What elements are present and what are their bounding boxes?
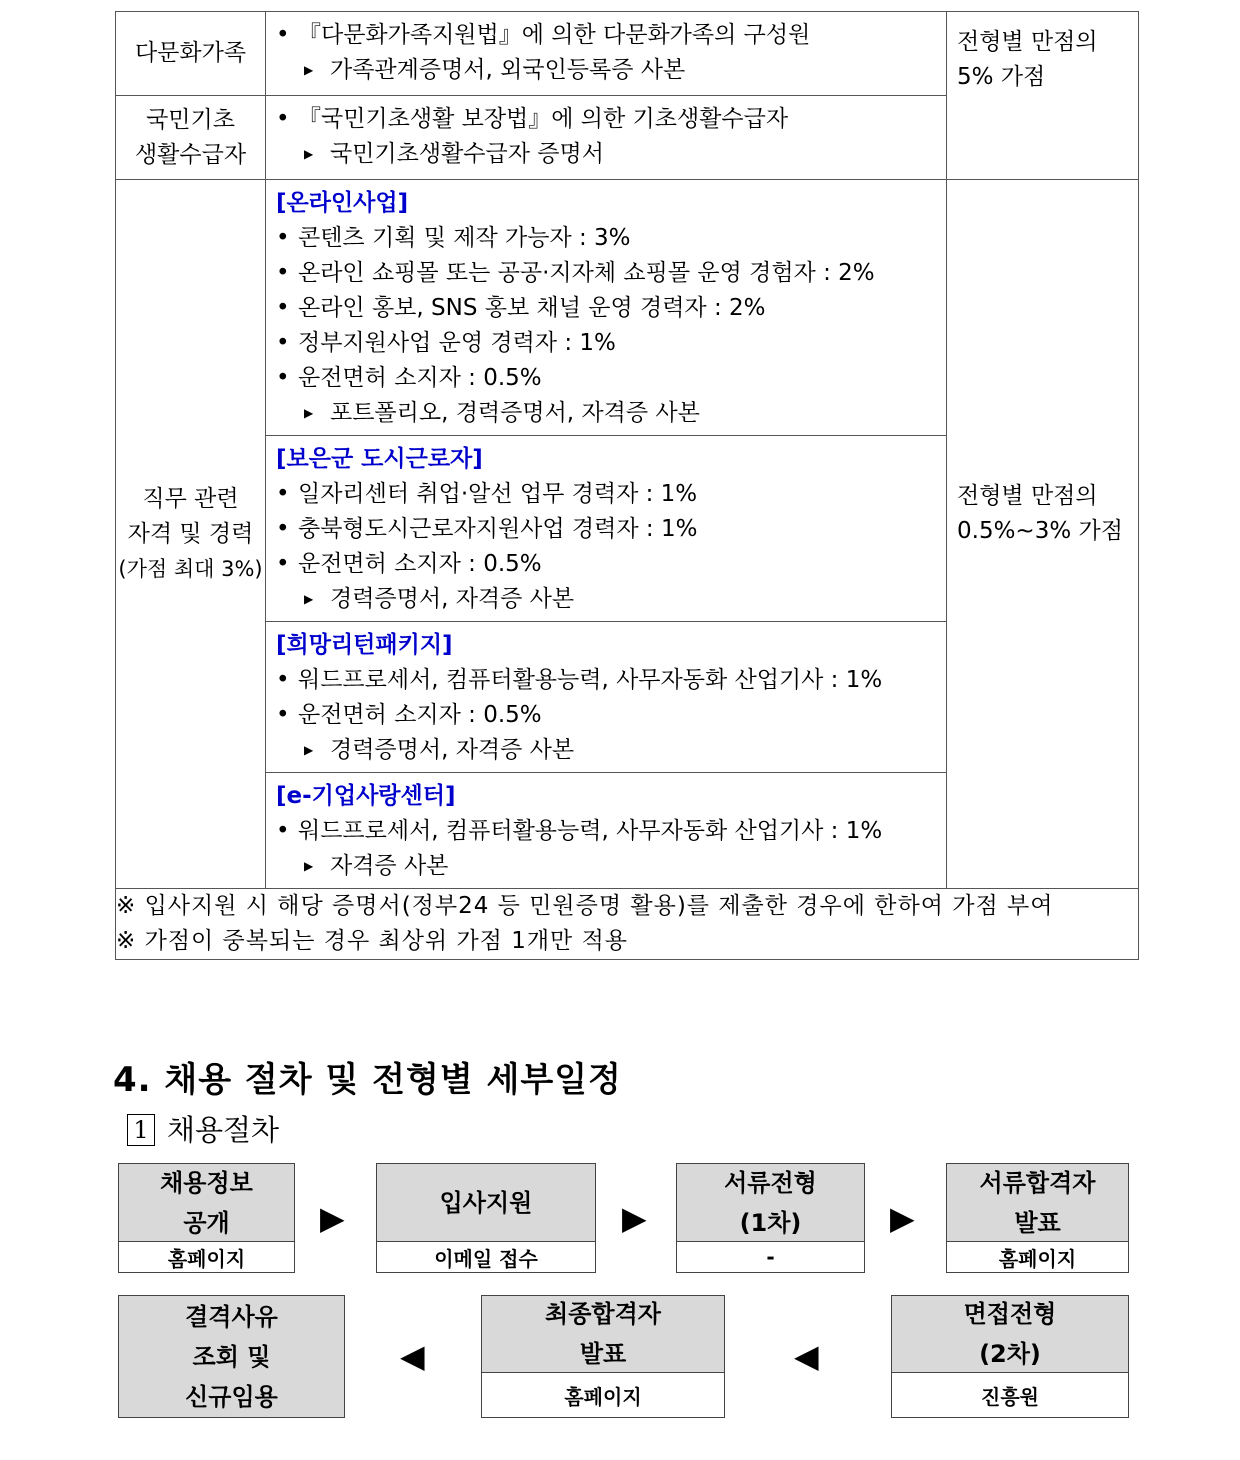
subsection-number: 1 — [127, 1114, 155, 1146]
list-item: • 온라인 홍보, SNS 홍보 채널 운영 경력자 : 2% — [276, 291, 946, 326]
section-title: [온라인사업] — [276, 190, 409, 216]
pointer-icon: ▶ — [304, 406, 314, 420]
list-item: • 워드프로세서, 컴퓨터활용능력, 사무자동화 산업기사 : 1% — [276, 663, 946, 698]
list-item: • 『국민기초생활 보장법』에 의한 기초생활수급자 — [276, 102, 946, 137]
score-bonus-range: 전형별 만점의 0.5%~3% 가점 — [947, 180, 1139, 889]
list-item: • 정부지원사업 운영 경력자 : 1% — [276, 326, 946, 361]
table-notes: ※ 입사지원 시 해당 증명서(정부24 등 민원증명 활용)를 제출한 경우에 한하여 가점 부여 ※ 가점이 중복되는 경우 최상위 가점 1개만 적용 — [116, 889, 1139, 960]
criteria-job-related — [266, 180, 947, 889]
section-boeun-urban-worker — [266, 435, 946, 621]
list-item: • 온라인 쇼핑몰 또는 공공·지자체 쇼핑몰 운영 경험자 : 2% — [276, 256, 946, 291]
pointer-icon: ▶ — [304, 63, 314, 77]
required-documents: ▶ 포트폴리오, 경력증명서, 자격증 사본 — [276, 396, 946, 431]
step-application: 입사지원 이메일 접수 — [376, 1163, 596, 1273]
required-documents: ▶ 자격증 사본 — [276, 849, 946, 884]
subsection-heading: 1 채용절차 — [127, 1108, 279, 1149]
bonus-points-table — [115, 11, 1139, 960]
pointer-icon: ▶ — [304, 592, 314, 606]
step-final-announcement: 최종합격자 발표 홈페이지 — [481, 1295, 725, 1418]
list-item: • 워드프로세서, 컴퓨터활용능력, 사무자동화 산업기사 : 1% — [276, 814, 946, 849]
section-title: [e-기업사랑센터] — [276, 783, 456, 809]
table-row — [116, 889, 1139, 960]
step-job-posting: 채용정보 공개 홈페이지 — [118, 1163, 295, 1273]
criteria-basic-livelihood — [266, 96, 947, 180]
category-multicultural: 다문화가족 — [116, 12, 266, 96]
table-row — [116, 180, 1139, 889]
arrow-left-icon: ◀ — [794, 1337, 819, 1375]
bullet-icon: • — [276, 667, 290, 693]
required-documents: ▶ 경력증명서, 자격증 사본 — [276, 582, 946, 617]
list-item: • 『다문화가족지원법』에 의한 다문화가족의 구성원 — [276, 18, 946, 53]
list-item: • 운전면허 소지자 : 0.5% — [276, 361, 946, 396]
required-documents: ▶ 국민기초생활수급자 증명서 — [276, 137, 946, 172]
bullet-icon: • — [276, 330, 290, 356]
arrow-right-icon: ▶ — [320, 1199, 345, 1237]
arrow-right-icon: ▶ — [622, 1199, 647, 1237]
required-documents: ▶ 가족관계증명서, 외국인등록증 사본 — [276, 53, 946, 88]
bullet-icon: • — [276, 702, 290, 728]
bullet-icon: • — [276, 295, 290, 321]
bullet-icon: • — [276, 225, 290, 251]
step-interview: 면접전형 (2차) 진흥원 — [891, 1295, 1129, 1418]
section-hope-return-package — [266, 621, 946, 772]
bullet-icon: • — [276, 516, 290, 542]
category-job-related: 직무 관련 자격 및 경력 (가점 최대 3%) — [116, 180, 266, 889]
required-documents: ▶ 경력증명서, 자격증 사본 — [276, 733, 946, 768]
category-basic-livelihood: 국민기초 생활수급자 — [116, 96, 266, 180]
bullet-icon: • — [276, 365, 290, 391]
bullet-icon: • — [276, 481, 290, 507]
bullet-icon: • — [276, 106, 290, 132]
pointer-icon: ▶ — [304, 859, 314, 873]
table-row — [116, 12, 1139, 96]
arrow-left-icon: ◀ — [400, 1337, 425, 1375]
section-heading: 4. 채용 절차 및 전형별 세부일정 — [113, 1060, 622, 1100]
section-title: [보은군 도시근로자] — [276, 446, 483, 472]
score-bonus-5: 전형별 만점의 5% 가점 — [947, 12, 1139, 180]
arrow-right-icon: ▶ — [890, 1199, 915, 1237]
list-item: • 충북형도시근로자지원사업 경력자 : 1% — [276, 512, 946, 547]
list-item: • 콘텐츠 기획 및 제작 가능자 : 3% — [276, 221, 946, 256]
list-item: • 일자리센터 취업·알선 업무 경력자 : 1% — [276, 477, 946, 512]
step-disqualification-check: 결격사유 조회 및 신규임용 — [118, 1295, 345, 1418]
bullet-icon: • — [276, 818, 290, 844]
section-online-business — [266, 180, 946, 435]
bullet-icon: • — [276, 260, 290, 286]
bullet-icon: • — [276, 551, 290, 577]
step-document-screening: 서류전형 (1차) - — [676, 1163, 865, 1273]
section-e-company-love-center — [266, 772, 946, 888]
section-title: [희망리턴패키지] — [276, 632, 453, 658]
list-item: • 운전면허 소지자 : 0.5% — [276, 698, 946, 733]
list-item: • 운전면허 소지자 : 0.5% — [276, 547, 946, 582]
criteria-multicultural — [266, 12, 947, 96]
step-document-pass-announcement: 서류합격자 발표 홈페이지 — [946, 1163, 1129, 1273]
pointer-icon: ▶ — [304, 743, 314, 757]
bullet-icon: • — [276, 22, 290, 48]
pointer-icon: ▶ — [304, 147, 314, 161]
